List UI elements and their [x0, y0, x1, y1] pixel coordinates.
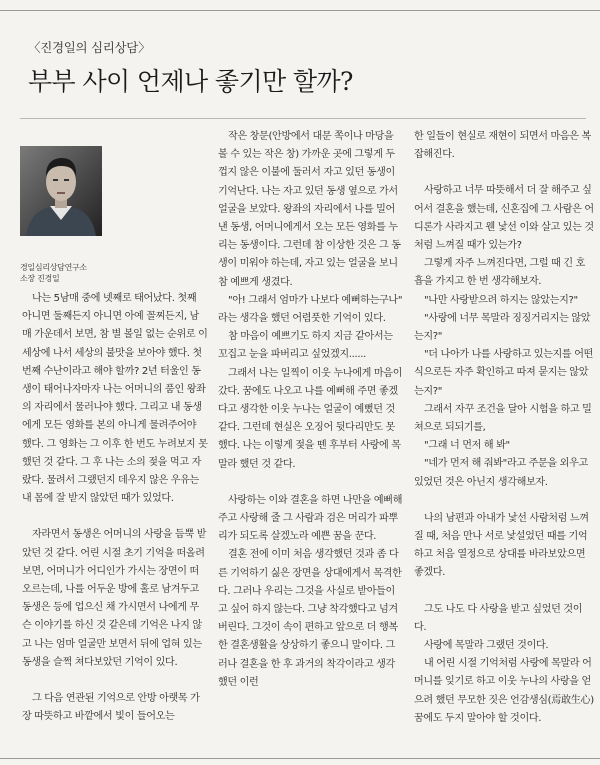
paragraph: 그렇게 자주 느껴진다면, 그럴 때 긴 호흡을 가지고 한 번 생각해보자. — [414, 258, 586, 288]
paragraph: 그도 나도 다 사랑을 받고 싶었던 것이다. — [414, 603, 583, 633]
paragraph: 사랑하는 이와 결혼을 하면 나만을 예뻐해 주고 사랑해 줄 그 사람과 검은 머리가 파뿌리가 되도록 살겠노라 예쁜 꿈을 꾼다. — [218, 494, 403, 543]
bottom-rule — [0, 758, 600, 759]
paragraph: 작은 창문(안방에서 대문 쪽이나 마당을 볼 수 있는 작은 창) 가까운 곳에 그렇게 두껍지 않은 이불에 둘러서 자고 있던 동생이 기억난다. 나는 자고 있던 동생 옆으로 가서 얼굴을 보았다. 왕좌의 자리에서 나를 밀어낸 동생, 어머니에게서 오는 모든 영화를 누리는 동생이다. 그런데 참 이상한 것은 그 동생이 미워야 하는데, 자고 있는 얼굴을 보니 참 예쁘게 생겼다. — [218, 131, 401, 288]
article-column-1 — [22, 290, 208, 726]
paragraph: 사랑에 목말라 그랬던 것이다. — [424, 640, 549, 652]
paragraph: "아! 그래서 엄마가 나보다 예뻐하는구나" 라는 생각을 했던 어렴풋한 기억이 있다. — [218, 294, 403, 325]
author-portrait-icon — [20, 146, 102, 236]
author-photo — [20, 146, 102, 236]
paragraph: 그래서 자꾸 조건을 달아 시험을 하고 밀쳐으로 되되기를, — [414, 403, 592, 434]
quote-line: "그래 너 먼저 해 봐" — [424, 440, 510, 452]
paragraph: 자라면서 동생은 어머니의 사랑을 듬뿍 받았던 것 같다. 어린 시절 초기 기억을 떠올려 보면, 어머니가 어디인가 가시는 장면이 떠오르는데, 나를 어두운 방에 홀로 남겨두고 동생은 등에 업으신 채 가시면서 나에게 무슨 이야기를 하신 것 같은데 기억은 나지 않고 나는 엄마 얼굴만 보면서 뒤에 업혀 있는 동생을 슬쩍 쳐다보았던 기억이 있다. — [22, 529, 207, 668]
quote-line: "더 나아가 나를 사랑하고 있는지를 어떤 식으로든 자주 확인하고 따져 묻지는 않았는지?" — [414, 349, 593, 397]
author-caption — [20, 262, 116, 284]
article-column-2 — [218, 128, 404, 692]
article-column-3 — [414, 128, 594, 728]
paragraph: 한 일들이 현실로 재현이 되면서 마음은 복잡해진다. — [414, 131, 591, 161]
paragraph: 나는 5남매 중에 넷째로 태어났다. 첫째 아니면 둘째든지 아니면 아예 꼴찌든지, 남매 가운데서 보면, 참 별 볼일 없는 순위로 이 세상에 나서 세상의 불맛을 보아야 했다. 첫 번째 수난이라고 해야 할까? 2년 터울인 동생이 태어나자마자 나는 어머니의 품인 왕좌의 자리에서 물러나야 했다. 그리고 내 동생에게 모든 영화를 본의 아니게 물려주어야 했다. 그 영화는 그 이후 한 번도 누려보지 못했던 것 같다. 그 후 나는 소의 젖을 먹고 자랐다. 물려서 그랬던지 데우지 않은 우유는 내 몸에 잘 받지 않았던 때가 있었다. — [22, 293, 208, 505]
author-affiliation: 경일심리상담연구소 — [20, 263, 87, 272]
quote-line: "나만 사랑받으려 하지는 않았는지?" — [424, 294, 578, 306]
article-headline: 부부 사이 언제나 좋기만 할까? — [28, 67, 353, 96]
author-name: 소장 진경일 — [20, 274, 60, 283]
paragraph: 결혼 전에 이미 처음 생각했던 것과 좀 다른 기억하기 싫은 장면을 상대에게서 목격한다. 그러나 우리는 그것을 사실로 받아들이고 싶어 하지 않는다. 그냥 착각했다고 넘겨버린다. 그것이 속이 편하고 앞으로 더 행복한 결혼생활을 상상하기 좋으니 말이다. 그러나 결혼을 한 후 과거의 착각이라고 생각했던 이런 — [218, 549, 402, 688]
paragraph: 참 마음이 예쁘기도 하지 지금 같아서는 꼬집고 눈을 파버리고 싶었겠지...... — [218, 331, 393, 361]
paragraph: 그 다음 연관된 기억으로 안방 아랫목 가장 따뜻하고 바깥에서 빛이 들어오는 — [22, 693, 200, 723]
paragraph: 사랑하고 너무 따뜻해서 더 잘 해주고 싶어서 결혼을 했는데, 신혼집에 그 사람은 어디론가 사라지고 웬 낯선 이와 살고 있는 것처럼 느껴질 때가 있는가? — [414, 185, 594, 252]
series-title: 〈진경일의 심리상담〉 — [28, 40, 151, 55]
quote-line: "사랑에 너무 목말라 징징거리지는 않았는지?" — [414, 312, 591, 343]
paragraph: 그래서 나는 일찍이 이웃 누나에게 마음이 갔다. 꿈에도 나오고 나를 예뻐해 주면 좋겠다고 생각한 이웃 누나는 얼굴이 예뻤던 것 같다. 그런데 현실은 오징어 뒷다리만도 못했다. 나는 이렇게 젖을 뗀 후부터 사랑에 목말라 했던 것 같다. — [218, 367, 403, 470]
quote-line: "네가 먼저 해 줘봐"라고 주문을 외우고 있었던 것은 아닌지 생각해보자. — [414, 458, 588, 488]
paragraph: 내 어린 시절 기억처럼 사랑에 목말라 어머니를 잊기로 하고 이웃 누나의 사랑을 얻으려 했던 무모한 짓은 언감생심(焉敢生心) 꿈에도 두지 말아야 할 것이다. — [414, 658, 594, 724]
paragraph: 나의 남편과 아내가 낯선 사람처럼 느껴질 때, 처음 만나 서로 낯설었던 때를 기억하고 처음 열정으로 상대를 바라보았으면 좋겠다. — [414, 512, 589, 579]
top-rule — [0, 10, 600, 11]
headline-divider — [20, 118, 586, 119]
